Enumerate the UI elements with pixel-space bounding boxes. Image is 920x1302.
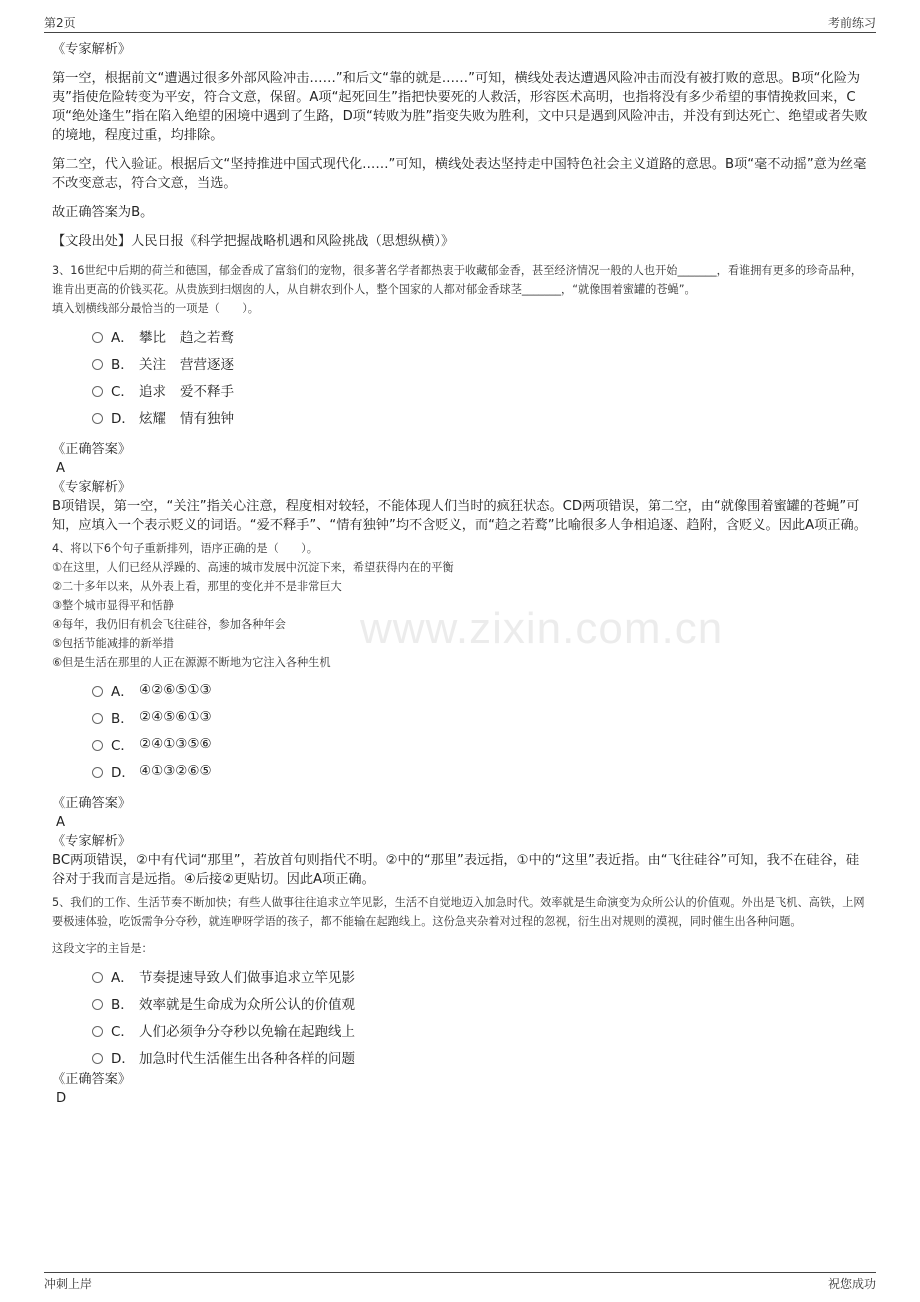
option-a[interactable] [92, 322, 872, 349]
footer-left-text: 冲刺上岸 [44, 1277, 93, 1291]
option-word-2: 爱不释手 [180, 383, 234, 400]
question-stem: 3、16世纪中后期的荷兰和德国，郁金香成了富翁们的宠物，很多著名学者都热衷于收藏郁金香，甚至经济情况一般的人也开始_______，看谁拥有更多的珍奇品种，谁肯出更高的价钱买花。从贵族到扫烟囱的人，从自耕农到仆人，整个国家的人都对郁金香球茎_______，“就像围着蜜罐的苍蝇”。 [52, 264, 863, 296]
question-prompt: 这段文字的主旨是： [52, 942, 153, 955]
correct-answer-label: 《正确答案》 [52, 1072, 132, 1087]
correct-answer: D [56, 1091, 67, 1106]
sentence-item: ④每年，我仍旧有机会飞往硅谷，参加各种年会 [52, 618, 286, 631]
correct-answer-label: 《正确答案》 [52, 796, 132, 811]
option-text: 效率就是生命成为众所公认的价值观 [139, 996, 355, 1013]
page-header [44, 12, 876, 33]
option-c[interactable] [92, 730, 872, 757]
option-letter: A． [111, 969, 134, 986]
radio-icon[interactable] [92, 413, 103, 424]
option-word-2: 趋之若鹜 [180, 329, 234, 346]
option-text: ②④①③⑤⑥ [139, 735, 212, 752]
option-letter: D． [111, 764, 135, 781]
option-letter: A． [111, 329, 134, 346]
radio-icon[interactable] [92, 1053, 103, 1064]
option-list [92, 322, 872, 430]
correct-answer: A [56, 815, 66, 830]
option-text: 人们必须争分夺秒以免输在起跑线上 [139, 1023, 355, 1040]
option-text: ④②⑥⑤①③ [139, 681, 212, 698]
page-number: 第2页 [44, 16, 76, 30]
option-word-1: 关注 [139, 356, 166, 373]
option-letter: A． [111, 683, 134, 700]
option-letter: B． [111, 710, 134, 727]
expert-analysis-label: 《专家解析》 [52, 480, 132, 495]
option-b[interactable] [92, 349, 872, 376]
option-a[interactable] [92, 962, 872, 989]
radio-icon[interactable] [92, 999, 103, 1010]
option-b[interactable] [92, 989, 872, 1016]
option-letter: C． [111, 1023, 134, 1040]
document-body [52, 40, 872, 1108]
option-word-1: 追求 [139, 383, 166, 400]
radio-icon[interactable] [92, 686, 103, 697]
option-letter: D． [111, 410, 135, 427]
option-text: 节奏提速导致人们做事追求立竿见影 [139, 969, 355, 986]
option-letter: B． [111, 356, 134, 373]
sentence-item: ⑤包括节能减排的新举措 [52, 637, 174, 650]
radio-icon[interactable] [92, 972, 103, 983]
option-word-2: 情有独钟 [180, 410, 234, 427]
sentence-item: ③整个城市显得平和恬静 [52, 599, 174, 612]
expert-analysis-label: 《专家解析》 [52, 834, 132, 849]
option-letter: C． [111, 737, 134, 754]
option-text: ②④⑤⑥①③ [139, 708, 212, 725]
option-word-1: 攀比 [139, 329, 166, 346]
radio-icon[interactable] [92, 740, 103, 751]
expert-analysis-label: 《专家解析》 [52, 42, 132, 57]
analysis-paragraph: 第二空，代入验证。根据后文“坚持推进中国式现代化……”可知，横线处表达坚持走中国特色社会主义道路的意思。B项“毫不动摇”意为丝毫不改变意志，符合文意，当选。 [52, 157, 867, 191]
option-letter: D． [111, 1050, 135, 1067]
header-title: 考前练习 [827, 16, 876, 30]
analysis-paragraph: BC两项错误，②中有代词“那里”，若放首句则指代不明。②中的“那里”表远指，①中的“这里”表近指。由“飞往硅谷”可知，我不在硅谷，硅谷对于我而言是远指。④后接②更贴切。因此A项正确。 [52, 853, 860, 887]
option-word-2: 营营逐逐 [180, 356, 234, 373]
option-list [92, 676, 872, 784]
option-letter: B． [111, 996, 134, 1013]
radio-icon[interactable] [92, 332, 103, 343]
radio-icon[interactable] [92, 767, 103, 778]
option-c[interactable] [92, 376, 872, 403]
radio-icon[interactable] [92, 359, 103, 370]
option-d[interactable] [92, 403, 872, 430]
option-text: ④①③②⑥⑤ [139, 762, 212, 779]
option-a[interactable] [92, 676, 872, 703]
option-d[interactable] [92, 1043, 872, 1070]
page-footer [44, 1272, 876, 1295]
option-word-1: 炫耀 [139, 410, 166, 427]
analysis-paragraph: 第一空，根据前文“遭遇过很多外部风险冲击……”和后文“靠的就是……”可知，横线处表达遭遇风险冲击而没有被打败的意思。B项“化险为夷”指使危险转变为平安，符合文意，保留。A项“起死回生”指把快要死的人救活，形容医术高明，也指将没有多少希望的事情挽救回来，C项“绝处逢生”指在陷入绝望的困境中遇到了生路，D项“转败为胜”指变失败为胜利，文中只是遇到风险冲击，并没有到达死亡、绝望或者失败的境地，程度过重，均排除。 [52, 71, 868, 143]
radio-icon[interactable] [92, 713, 103, 724]
question-stem: 5、我们的工作、生活节奏不断加快；有些人做事往往追求立竿见影，生活不自觉地迈入加急时代。效率就是生命演变为众所公认的价值观。外出是飞机、高铁，上网要极速体验，吃饭需争分夺秒，就连咿呀学语的孩子，都不能输在起跑线上。这份急夹杂着对过程的忽视，衍生出对规则的漠视，同时催生出各种问题。 [52, 896, 865, 928]
sentence-item: ⑥但是生活在那里的人正在源源不断地为它注入各种生机 [52, 656, 331, 669]
radio-icon[interactable] [92, 1026, 103, 1037]
radio-icon[interactable] [92, 386, 103, 397]
watermark: www.zixin.com.cn [360, 604, 724, 653]
question-prompt: 填入划横线部分最恰当的一项是（ ）。 [52, 302, 259, 315]
sentence-item: ①在这里，人们已经从浮躁的、高速的城市发展中沉淀下来，希望获得内在的平衡 [52, 561, 454, 574]
option-letter: C． [111, 383, 134, 400]
question-stem: 4、将以下6个句子重新排列，语序正确的是（ ）。 [52, 542, 318, 555]
option-list [92, 962, 872, 1070]
option-d[interactable] [92, 757, 872, 784]
answer-statement: 故正确答案为B。 [52, 205, 154, 220]
footer-right-text: 祝您成功 [827, 1277, 876, 1291]
analysis-paragraph: B项错误，第一空，“关注”指关心注意，程度相对较轻，不能体现人们当时的疯狂状态。CD两项错误，第二空，由“就像围着蜜罐的苍蝇”可知，应填入一个表示贬义的词语。“爱不释手”、“情有独钟”均不含贬义，而“趋之若鹜”比喻很多人争相追逐、趋附，含贬义。因此A项正确。 [52, 499, 867, 533]
option-text: 加急时代生活催生出各种各样的问题 [139, 1050, 355, 1067]
option-c[interactable] [92, 1016, 872, 1043]
sentence-item: ②二十多年以来，从外表上看，那里的变化并不是非常巨大 [52, 580, 342, 593]
option-b[interactable] [92, 703, 872, 730]
correct-answer-label: 《正确答案》 [52, 442, 132, 457]
correct-answer: A [56, 461, 66, 476]
source-citation: 【文段出处】人民日报《科学把握战略机遇和风险挑战（思想纵横）》 [52, 234, 455, 249]
